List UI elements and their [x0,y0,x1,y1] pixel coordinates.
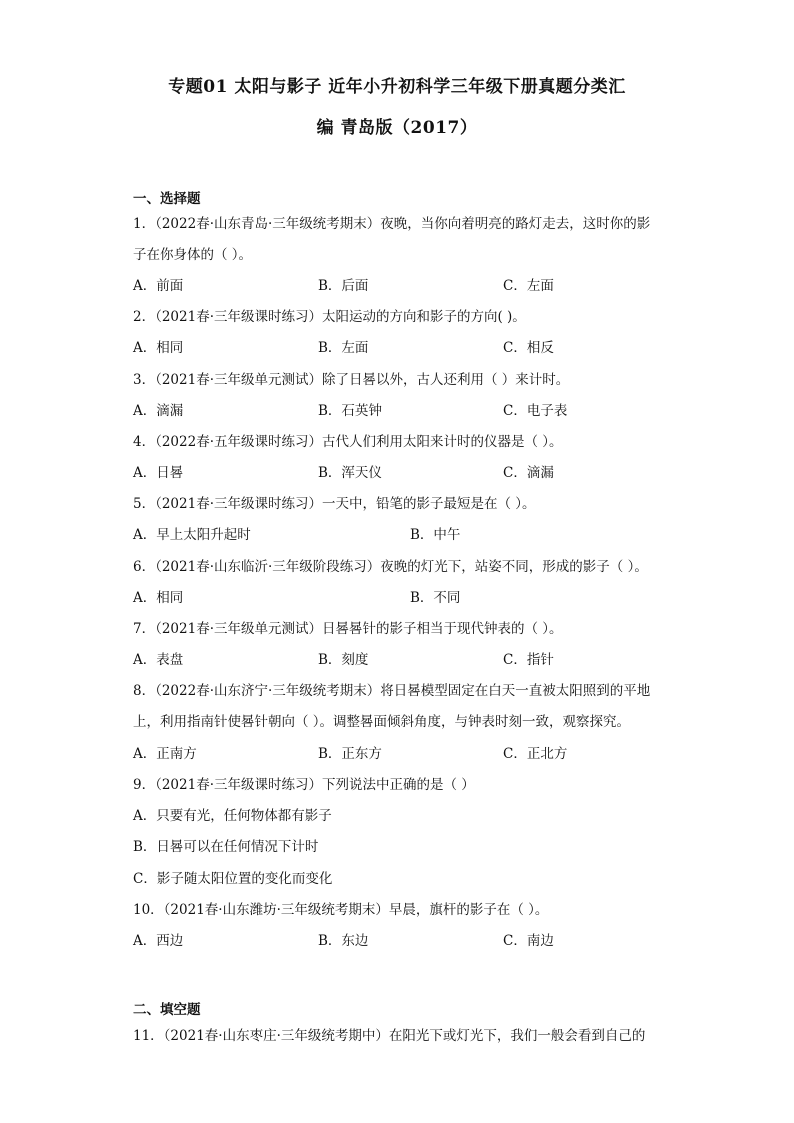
question-1-option-a: A．前面 [133,278,184,294]
question-9-option-b: B．日晷可以在任何情况下计时 [133,839,319,855]
question-10-option-c: C．南边 [503,933,554,949]
question-11-line-1: 11．（2021春·山东枣庄·三年级统考期中）在阳光下或灯光下，我们一般会看到自己的 [133,1028,646,1044]
question-2-option-c: C．相反 [503,340,554,356]
question-3-option-c: C．电子表 [503,403,568,419]
question-10-option-b: B．东边 [318,933,369,949]
question-8-line-2: 上，利用指南针使晷针朝向（ ）。调整晷面倾斜角度，与钟表时刻一致，观察探究。 [133,714,631,730]
question-7-option-a: A．表盘 [133,652,184,668]
question-8-line-1: 8．（2022春·山东济宁·三年级统考期末）将日晷模型固定在白天一直被太阳照到的平地 [133,683,651,699]
question-4-option-c: C．滴漏 [503,465,554,481]
question-4-option-a: A．日晷 [133,465,184,481]
question-6-option-b: B．不同 [410,590,461,606]
question-3-option-a: A．滴漏 [133,403,184,419]
question-7-line-1: 7．（2021春·三年级单元测试）日晷晷针的影子相当于现代钟表的（ ）。 [133,621,563,637]
question-2-option-a: A．相同 [133,340,184,356]
document-title-line-2: 编 青岛版（2017） [316,118,478,138]
question-3-line-1: 3．（2021春·三年级单元测试）除了日晷以外，古人还利用（ ）来计时。 [133,372,570,388]
question-5-line-1: 5．（2021春·三年级课时练习）一天中，铅笔的影子最短是在（ ）。 [133,496,536,512]
section-heading-choice: 一、选择题 [133,191,201,207]
question-7-option-b: B．刻度 [318,652,369,668]
question-2-option-b: B．左面 [318,340,369,356]
document-title-line-1: 专题01 太阳与影子 近年小升初科学三年级下册真题分类汇 [168,77,626,97]
question-9-option-a: A．只要有光，任何物体都有影子 [133,808,332,824]
question-1-option-b: B．后面 [318,278,369,294]
question-1-line-2: 子在你身体的（ ）。 [133,247,253,263]
question-2-line-1: 2．（2021春·三年级课时练习）太阳运动的方向和影子的方向( )。 [133,309,526,325]
section-heading-fill-in: 二、填空题 [133,1002,201,1018]
question-1-line-1: 1．（2022春·山东青岛·三年级统考期末）夜晚，当你向着明亮的路灯走去，这时你的影 [133,216,651,232]
question-4-option-b: B．浑天仪 [318,465,382,481]
question-8-option-c: C．正北方 [503,746,568,762]
question-5-option-b: B．中午 [410,527,461,543]
question-8-option-b: B．正东方 [318,746,382,762]
question-9-option-c: C．影子随太阳位置的变化而变化 [133,871,333,887]
question-10-line-1: 10．（2021春·山东潍坊·三年级统考期末）早晨，旗杆的影子在（ ）。 [133,902,549,918]
question-3-option-b: B．石英钟 [318,403,382,419]
question-1-option-c: C．左面 [503,278,554,294]
question-10-option-a: A．西边 [133,933,184,949]
question-7-option-c: C．指针 [503,652,554,668]
question-8-option-a: A．正南方 [133,746,197,762]
question-5-option-a: A．早上太阳升起时 [133,527,251,543]
question-4-line-1: 4．（2022春·五年级课时练习）古代人们利用太阳来计时的仪器是（ ）。 [133,434,563,450]
question-6-line-1: 6．（2021春·山东临沂·三年级阶段练习）夜晚的灯光下，站姿不同，形成的影子（ ）。 [133,559,648,575]
question-9-line-1: 9．（2021春·三年级课时练习）下列说法中正确的是（ ） [133,777,475,793]
question-6-option-a: A．相同 [133,590,184,606]
